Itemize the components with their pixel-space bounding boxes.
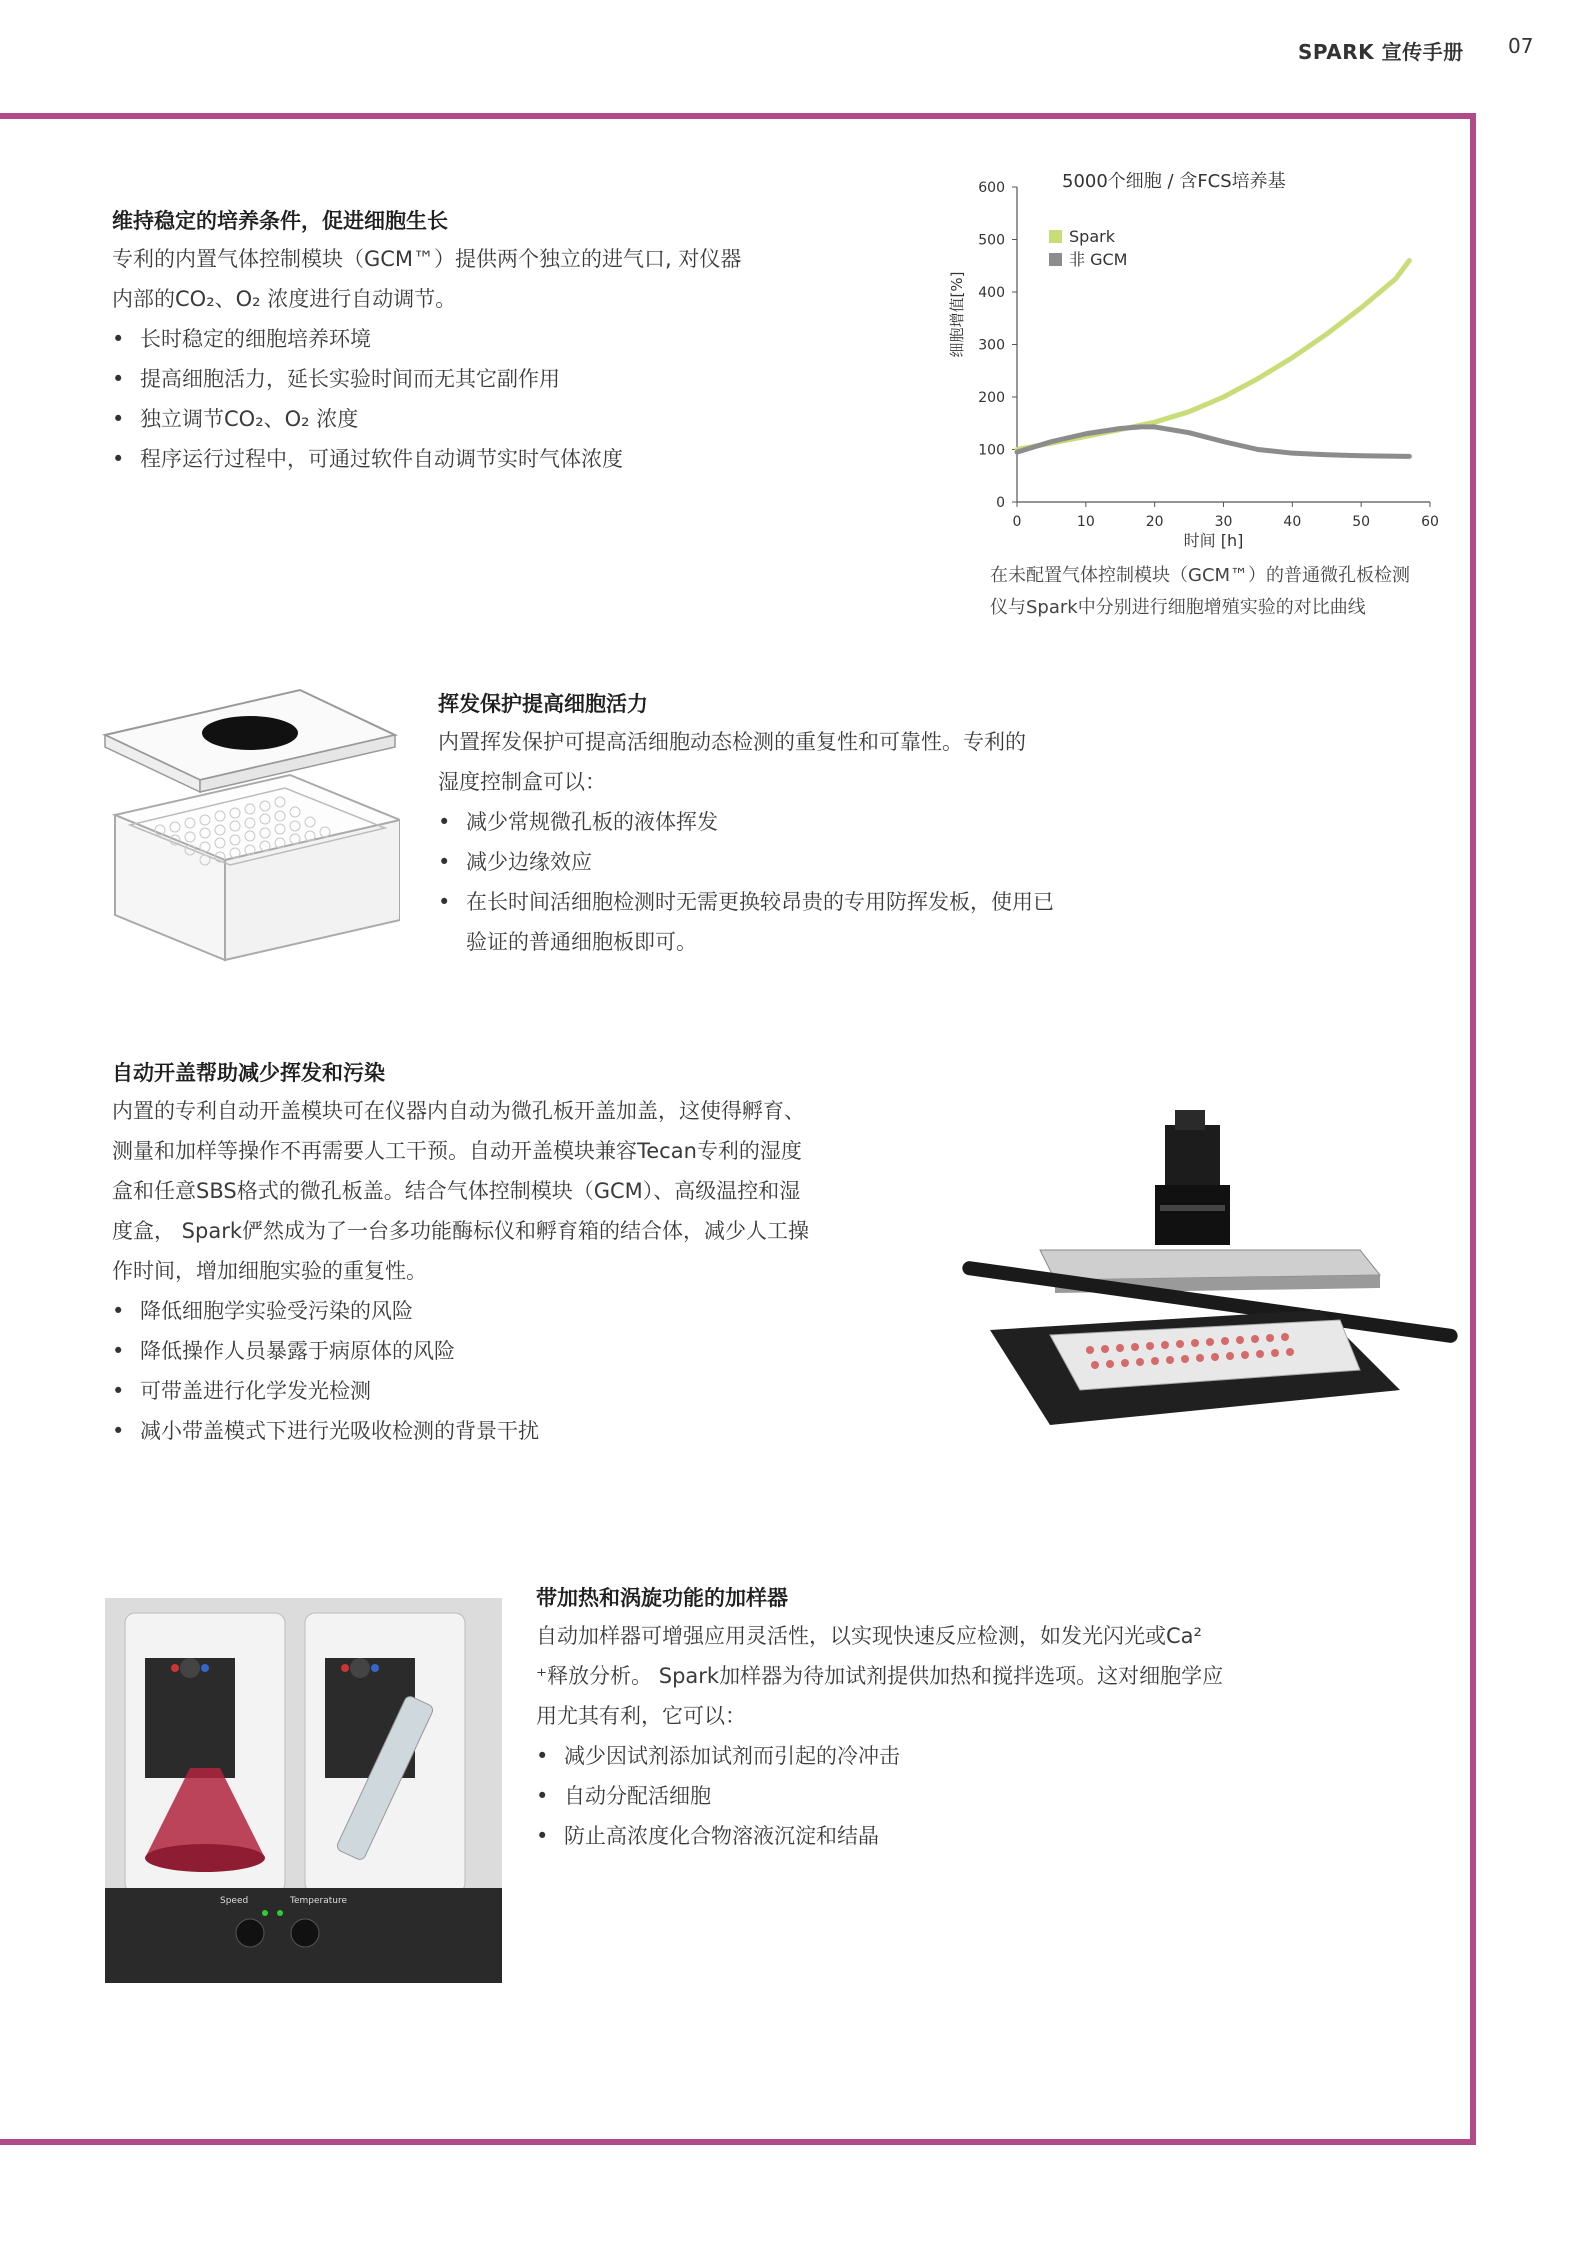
y-tick-label: 300 <box>978 337 1005 354</box>
x-tick-label: 0 <box>1012 514 1022 530</box>
x-axis-label: 时间 [h] <box>1183 531 1244 550</box>
bullet-list <box>438 802 1198 962</box>
y-axis-label: 细胞增值[%] <box>948 271 966 358</box>
paragraph-line: 自动加样器可增强应用灵活性，以实现快速反应检测，如发光闪光或Ca² <box>536 1624 1202 1648</box>
legend-swatch <box>1049 230 1062 243</box>
bullet-item: • 可带盖进行化学发光检测 <box>112 1371 912 1411</box>
temperature-label: Temperature <box>290 1896 348 1906</box>
section-title: 挥发保护提高细胞活力 <box>438 692 648 716</box>
section-evaporation <box>438 686 1198 962</box>
bullet-item: • 减少边缘效应 <box>438 842 1198 882</box>
cell-growth-chart <box>925 150 1455 570</box>
paragraph-line: 测量和加样等操作不再需要人工干预。自动开盖模块兼容Tecan专利的湿度 <box>112 1139 802 1163</box>
section-title: 带加热和涡旋功能的加样器 <box>536 1586 788 1610</box>
y-tick-label: 600 <box>978 180 1005 196</box>
paragraph-line: 专利的内置气体控制模块（GCM™）提供两个独立的进气口, 对仪器 <box>112 247 742 271</box>
legend-label: 非 GCM <box>1069 250 1128 269</box>
bullet-item: • 减小带盖模式下进行光吸收检测的背景干扰 <box>112 1411 912 1451</box>
paragraph-line: 作时间，增加细胞实验的重复性。 <box>112 1259 427 1283</box>
x-tick-label: 50 <box>1352 514 1371 530</box>
bullet-item: • 减少常规微孔板的液体挥发 <box>438 802 1198 842</box>
bullet-item: • 独立调节CO₂、O₂ 浓度 <box>112 399 872 439</box>
page-number: 07 <box>1508 34 1534 58</box>
x-tick-label: 20 <box>1145 514 1164 530</box>
paragraph-line: 内置的专利自动开盖模块可在仪器内自动为微孔板开盖加盖，这使得孵育、 <box>112 1099 805 1123</box>
x-tick-label: 30 <box>1214 514 1233 530</box>
x-tick-label: 10 <box>1076 514 1095 530</box>
y-tick-label: 100 <box>978 442 1005 459</box>
paragraph-line: 盒和任意SBS格式的微孔板盖。结合气体控制模块（GCM）、高级温控和湿 <box>112 1179 801 1203</box>
bullet-item: • 防止高浓度化合物溶液沉淀和结晶 <box>536 1816 1336 1856</box>
bullet-item: • 降低操作人员暴露于病原体的风险 <box>112 1331 912 1371</box>
legend-label: Spark <box>1069 227 1115 246</box>
series-line <box>1017 261 1409 450</box>
bullet-item: • 提高细胞活力，延长实验时间而无其它副作用 <box>112 359 872 399</box>
section-title: 维持稳定的培养条件，促进细胞生长 <box>112 209 448 233</box>
caption-line: 仪与Spark中分别进行细胞增殖实验的对比曲线 <box>990 597 1366 618</box>
bullet-item: • 程序运行过程中，可通过软件自动调节实时气体浓度 <box>112 439 872 479</box>
y-tick-label: 0 <box>996 495 1005 511</box>
caption-line: 在未配置气体控制模块（GCM™）的普通微孔板检测 <box>990 565 1411 586</box>
paragraph-line: 湿度控制盒可以： <box>438 770 606 794</box>
paragraph-line: 度盒， Spark俨然成为了一台多功能酶标仪和孵育箱的结合体，减少人工操 <box>112 1219 809 1243</box>
section-gas-control <box>112 203 872 479</box>
section-title: 自动开盖帮助减少挥发和污染 <box>112 1061 385 1085</box>
section-injector <box>536 1580 1336 1856</box>
chart-title: 5000个细胞 / 含FCS培养基 <box>1062 171 1286 192</box>
section-auto-lid <box>112 1055 912 1451</box>
series-line <box>1017 427 1409 456</box>
paragraph-line: 用尤其有利，它可以： <box>536 1704 746 1728</box>
bullet-item: • 长时稳定的细胞培养环境 <box>112 319 872 359</box>
chart-svg <box>925 150 1455 570</box>
humidity-cassette-illustration <box>100 680 400 980</box>
bullet-item: • 在长时间活细胞检测时无需更换较昂贵的专用防挥发板，使用已 验证的普通细胞板即可。 <box>438 882 1198 962</box>
bullet-list <box>112 319 872 479</box>
bullet-list <box>536 1736 1336 1856</box>
paragraph-line: 内置挥发保护可提高活细胞动态检测的重复性和可靠性。专利的 <box>438 730 1026 754</box>
y-tick-label: 500 <box>978 232 1005 249</box>
bullet-item: • 减少因试剂添加试剂而引起的冷冲击 <box>536 1736 1336 1776</box>
x-tick-label: 40 <box>1283 514 1302 530</box>
bullet-item: • 自动分配活细胞 <box>536 1776 1336 1816</box>
bullet-item: • 降低细胞学实验受污染的风险 <box>112 1291 912 1331</box>
y-tick-label: 200 <box>978 390 1005 406</box>
x-tick-label: 60 <box>1421 514 1439 530</box>
bullet-list <box>112 1291 912 1451</box>
paragraph-line: 内部的CO₂、O₂ 浓度进行自动调节。 <box>112 287 457 311</box>
chart-caption <box>990 560 1450 624</box>
paragraph-line: ⁺释放分析。 Spark加样器为待加试剂提供加热和搅拌选项。这对细胞学应 <box>536 1664 1224 1688</box>
legend-swatch <box>1049 253 1062 266</box>
speed-label: Speed <box>220 1896 249 1906</box>
header-title: SPARK 宣传手册 <box>1298 40 1464 64</box>
injector-photo <box>105 1598 502 1983</box>
lid-lifter-photo <box>960 1110 1460 1450</box>
y-tick-label: 400 <box>978 285 1005 301</box>
